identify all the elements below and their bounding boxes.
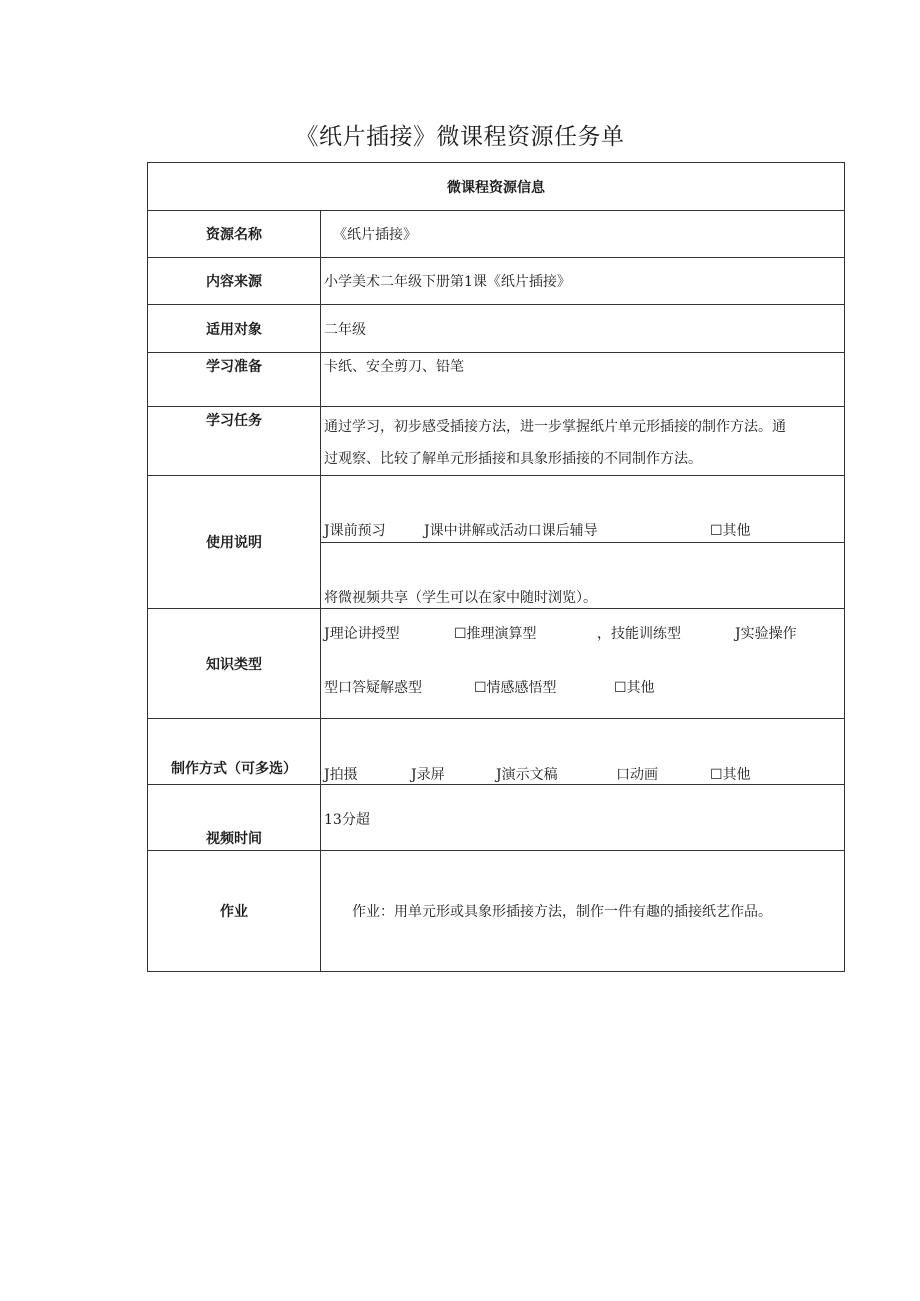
homework-label: 作业 [148, 851, 321, 972]
table-row [148, 851, 845, 972]
knowledge-opt-reasoning: ☐推理演算型 [454, 626, 537, 642]
resource-table [147, 162, 845, 972]
usage-note: 将微视频共享（学生可以在家中随时浏览）。 [324, 590, 597, 606]
table-row [148, 476, 845, 609]
resource-name-label: 资源名称 [148, 211, 321, 258]
task-line-1: 通过学习，初步感受插接方法，进一步掌握纸片单元形插接的制作方法。通 [324, 419, 786, 435]
duration-label: 视频时间 [148, 785, 321, 851]
usage-cell [321, 476, 845, 609]
homework-value: 作业：用单元形或具象形插接方法，制作一件有趣的插接纸艺作品。 [321, 851, 845, 972]
knowledge-opt-emotion: ☐情感感悟型 [474, 680, 557, 696]
method-cell [321, 719, 845, 785]
usage-opt-inclass: J课中讲解或活动口课后辅导 [424, 523, 598, 539]
knowledge-opt-experiment: J实验操作 [735, 626, 797, 642]
knowledge-cell [321, 609, 845, 719]
knowledge-label: 知识类型 [148, 609, 321, 719]
prep-value: 卡纸、安全剪刀、铅笔 [321, 353, 845, 407]
page-title: 《纸片插接》微课程资源任务单 [295, 124, 625, 150]
table-row [148, 258, 845, 305]
prep-label: 学习准备 [148, 353, 321, 407]
table-row [148, 719, 845, 785]
content-source-label: 内容来源 [148, 258, 321, 305]
knowledge-opt-other: ☐其他 [614, 680, 655, 696]
task-label: 学习任务 [148, 407, 321, 476]
resource-name-value: 《纸片插接》 [321, 211, 845, 258]
method-opt-screen: J录屏 [411, 767, 445, 783]
usage-opt-other: ☐其他 [710, 523, 751, 539]
usage-options [321, 476, 844, 543]
method-opt-animation: 口动画 [616, 767, 658, 783]
table-row [148, 609, 845, 719]
method-opt-other: ☐其他 [710, 767, 751, 783]
table-row [148, 211, 845, 258]
table-header: 微课程资源信息 [148, 163, 845, 211]
method-opt-film: J拍摄 [324, 767, 358, 783]
knowledge-opt-qa: 型口答疑解惑型 [324, 680, 422, 696]
table-header-row [148, 163, 845, 211]
content-source-value: 小学美术二年级下册第1课《纸片插接》 [321, 258, 845, 305]
audience-label: 适用对象 [148, 305, 321, 353]
table-row [148, 407, 845, 476]
usage-label: 使用说明 [148, 476, 321, 609]
table-row [148, 353, 845, 407]
usage-opt-preview: J课前预习 [324, 523, 386, 539]
knowledge-opt-skill: ，技能训练型 [597, 626, 681, 642]
task-line-2: 过观察、比较了解单元形插接和具象形插接的不同制作方法。 [324, 451, 702, 467]
method-opt-slides: J演示文稿 [496, 767, 558, 783]
audience-value: 二年级 [321, 305, 845, 353]
table-row [148, 305, 845, 353]
method-label: 制作方式（可多选） [148, 719, 321, 785]
task-value [321, 407, 845, 476]
usage-note-box [321, 543, 844, 608]
table-row [148, 785, 845, 851]
knowledge-opt-lecture: J理论讲授型 [324, 626, 400, 642]
duration-value: 13分超 [321, 785, 845, 851]
